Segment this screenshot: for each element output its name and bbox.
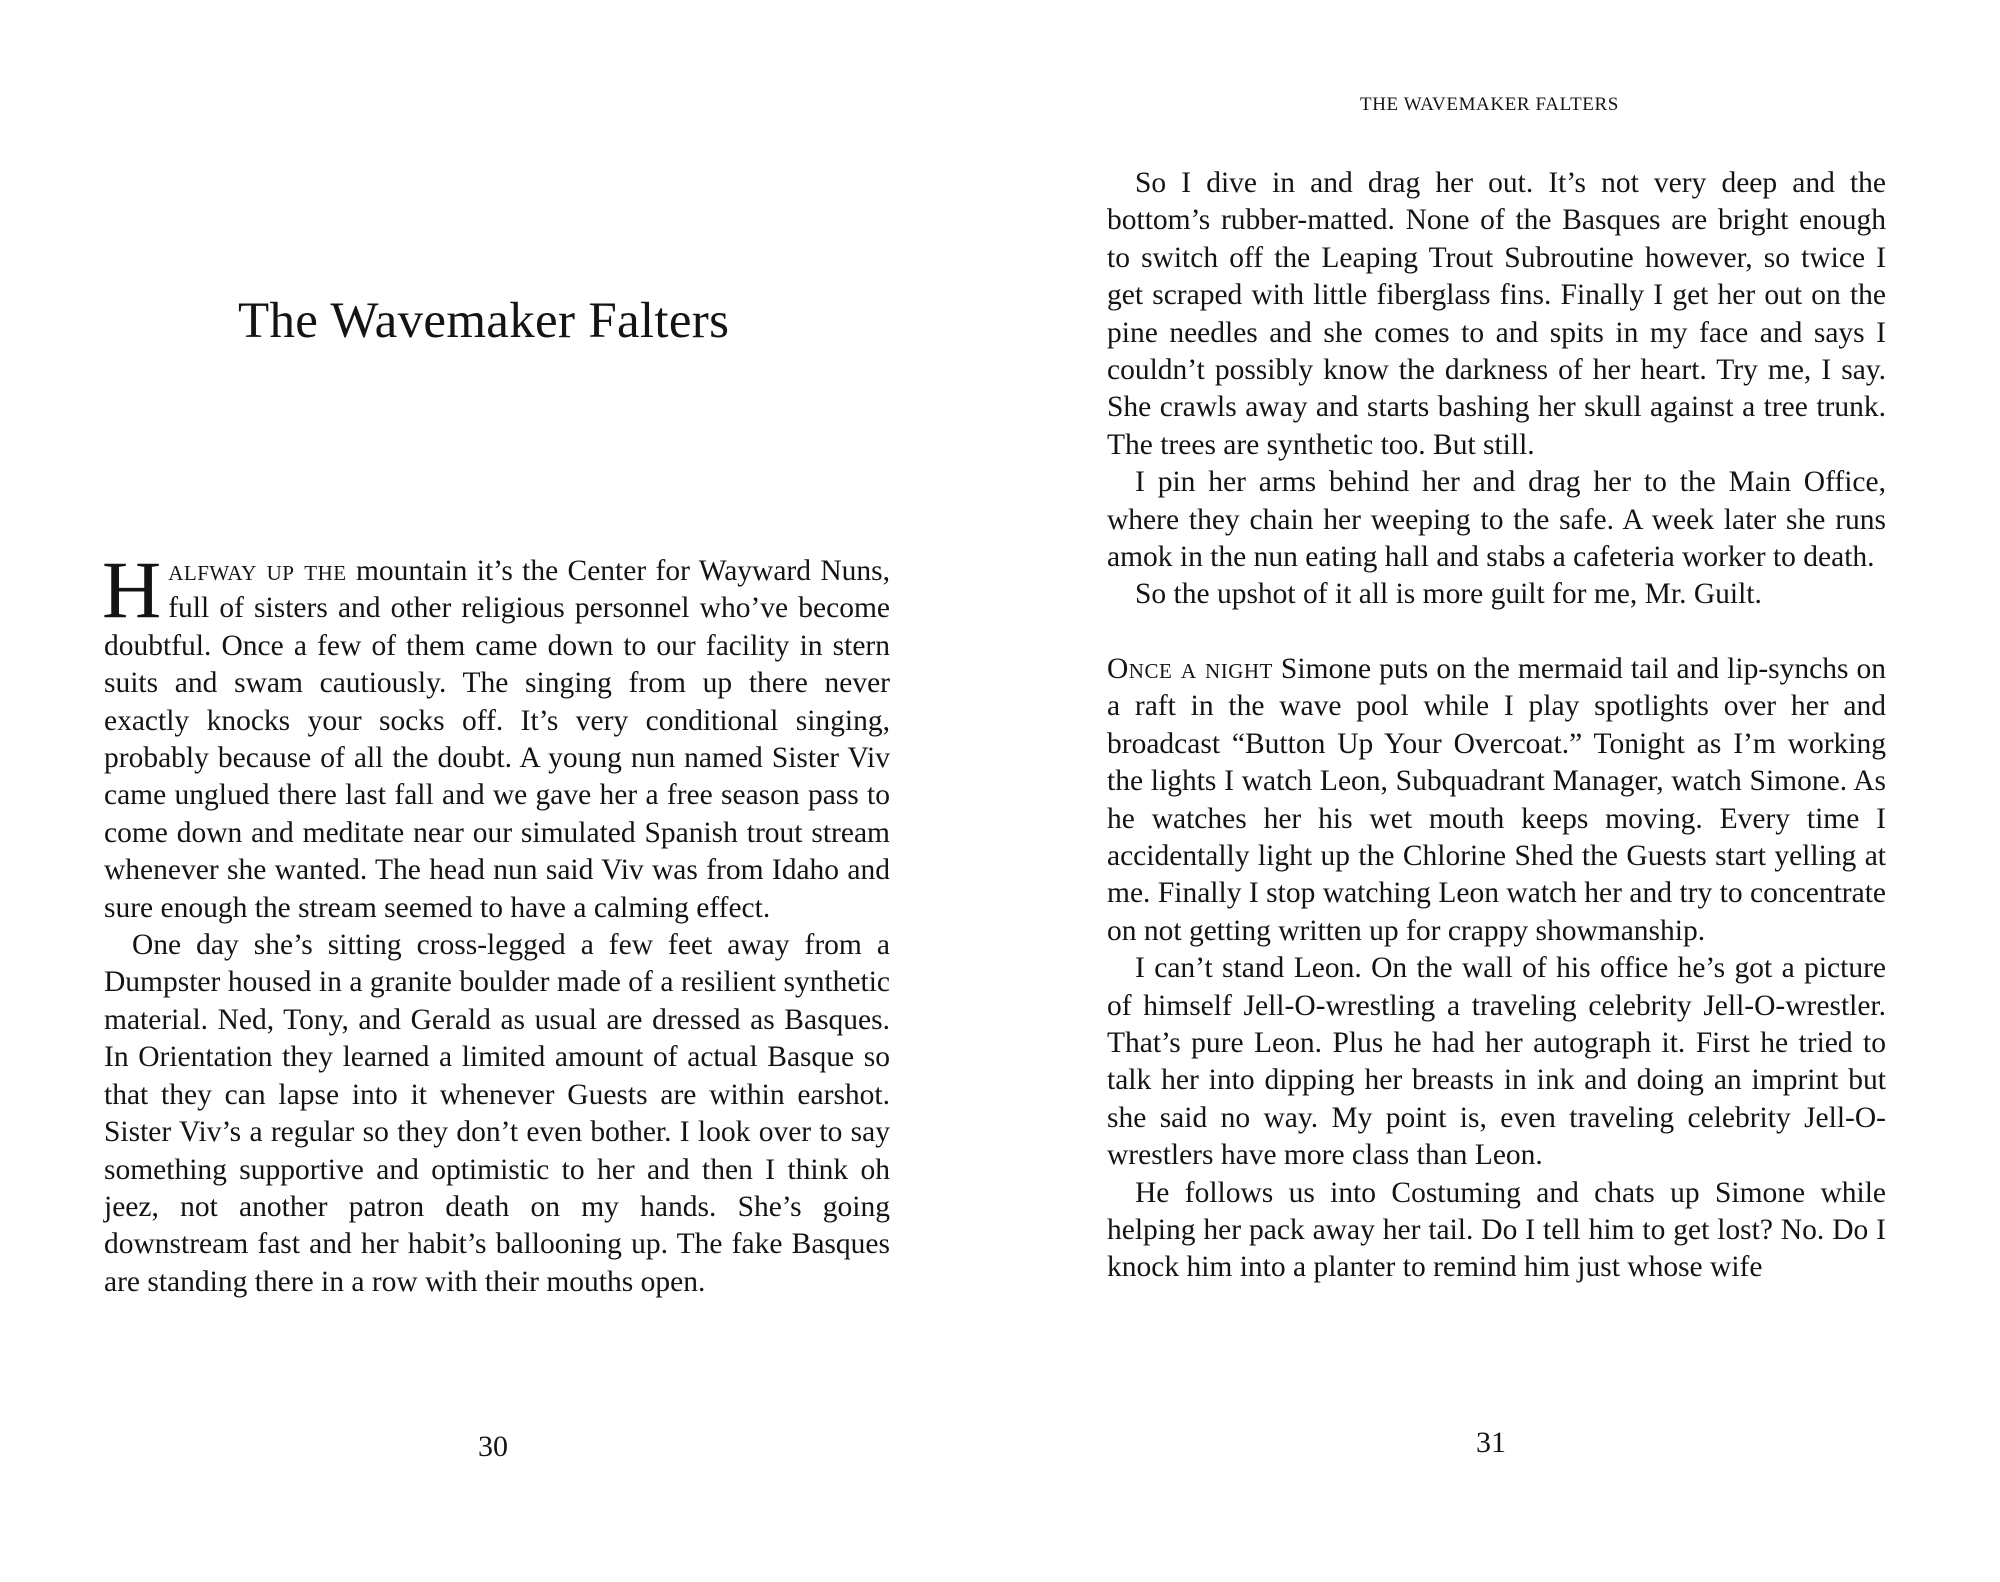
running-head: THE WAVEMAKER FALTERS [1360,94,1619,115]
body-paragraph: So the upshot of it all is more guilt for me, Mr. Guilt. [1135,578,1762,611]
right-page [1000,0,2000,1582]
opening-small-caps: alfway up the [168,555,347,587]
body-paragraph: I can’t stand Leon. On the wall of his office he’s got a picture of himself Jell-O-wrestling a traveling celebrity Jell-O-wrestler. That’s pure Leon. Plus he had her autograph it. First he tried to talk her into dipping her breasts in ink and doing an imprint but she said no way. My point is, even traveling celebrity Jell-O-wrestlers have more class than Leon. [1107,952,1886,1172]
right-page-body [1107,165,1886,1287]
chapter-title: The Wavemaker Falters [238,293,730,349]
opening-text: mountain it’s the Center for Wayward Nuns, full of sisters and other religious personnel who’ve become doubtful. Once a few of them came down to our facility in stern suits and swam cautiously. The singing from up there never exactly knocks your socks off. It’s very conditional singing, probably because of all the doubt. A young nun named Sister Viv came unglued there last fall and we gave her a free season pass to come down and meditate near our simulated Spanish trout stream whenever she wanted. The head nun said Viv was from Idaho and sure enough the stream seemed to have a calming effect. [104,555,891,924]
drop-cap: H [102,544,162,635]
body-paragraph: So I dive in and drag her out. It’s not very deep and the bottom’s rubber-matted. None of the Basques are bright enough to switch off the Leaping Trout Subroutine however, so twice I get scraped with little fiberglass fins. Finally I get her out on the pine needles and she comes to and spits in my face and says I couldn’t possibly know the darkness of her heart. Try me, I say. She crawls away and starts bashing her skull against a tree trunk. The trees are synthetic too. But still. [1107,167,1886,461]
section-opening-paragraph [1107,651,1886,950]
page-number-right: 31 [1476,1426,1506,1459]
section-opening-text: Simone puts on the mermaid tail and lip-synchs on a raft in the wave pool while I play spotlights over her and broadcast “Button Up Your Overcoat.” Tonight as I’m working the lights I watch Leon, Subquadrant Manager, watch Simone. As he watches her his wet mouth keeps moving. Every time I accidentally light up the Chlorine Shed the Guests start yelling at me. Finally I stop watching Leon watch her and try to concentrate on not getting written up for crappy showmanship. [1107,652,1886,947]
body-paragraph: I pin her arms behind her and drag her to the Main Office, where they chain her weeping to the safe. A week later she runs amok in the nun eating hall and stabs a cafeteria worker to death. [1107,466,1886,574]
body-paragraph: He follows us into Costuming and chats up Simone while helping her pack away her tail. Do I tell him to get lost? No. Do I knock him into a planter to remind him just whose wife [1107,1176,1886,1284]
opening-paragraph [102,544,891,927]
section-small-caps: Once a night [1107,652,1273,685]
body-paragraph: One day she’s sitting cross-legged a few feet away from a Dumpster housed in a granite boulder made of a resilient synthetic material. Ned, Tony, and Gerald as usual are dressed as Basques. In Orientation they learned a limited amount of actual Basque so that they can lapse into it whenever Guests are within earshot. Sister Viv’s a regular so they don’t even bother. I look over to say something supportive and optimistic to her and then I think oh jeez, not another patron death on my hands. She’s going downstream fast and her habit’s ballooning up. The fake Basques are standing there in a row with their mouths open. [104,929,890,1298]
left-page-body [102,544,891,1301]
page-number-left: 30 [478,1430,508,1463]
